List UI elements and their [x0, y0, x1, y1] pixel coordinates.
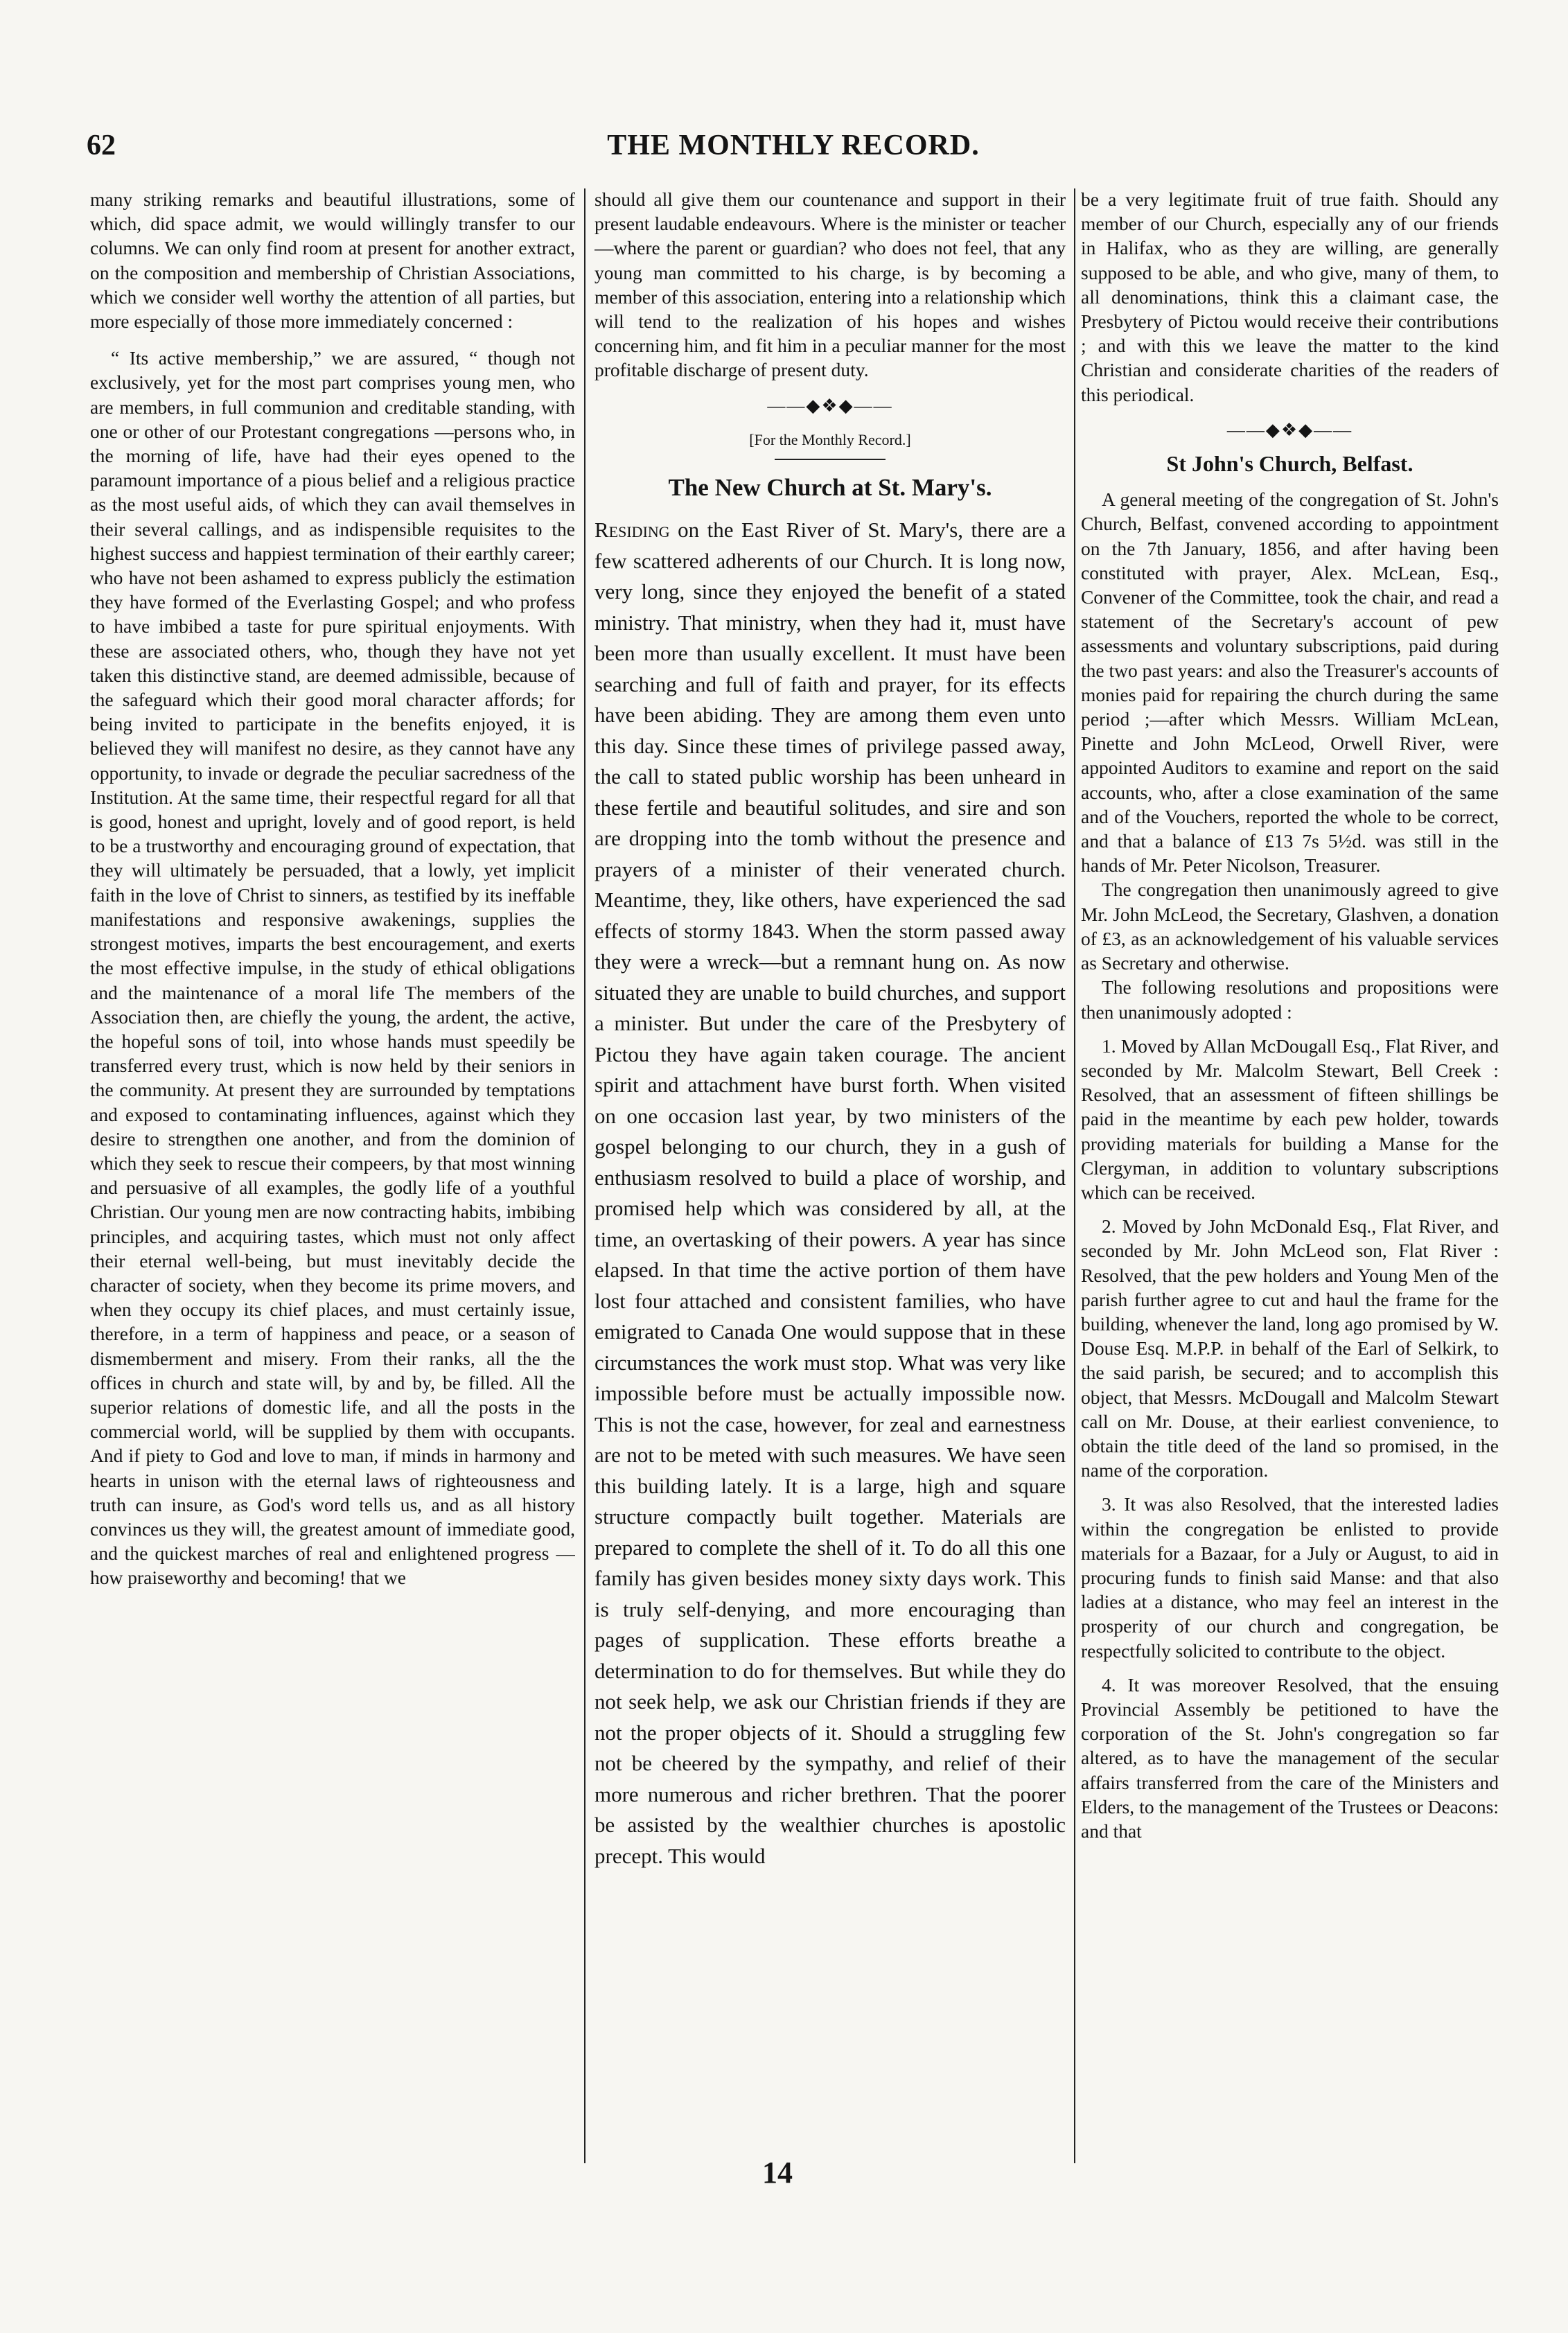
article-credit: [For the Monthly Record.]: [749, 430, 911, 448]
column1-paragraph-2: “ Its active membership,” we are assured, “ though not exclusively, yet for the most part comprises young men, who are members, in full communion and creditable standing, with one or other of our Protestant congregations —persons who, in the morning of life, have had their eyes opened to the paramount importance of a pious belief and a religious practice as the most useful aids, of which they can avail themselves in their several callings, and as indispensible requisites to the highest success and happiest termination of their earthly career; who have not been ashamed to express publicly the estimation they have formed of the Everlasting Gospel; and who profess to have imbibed a taste for pure spiritual enjoyments. With these are associated others, who, though they have not yet taken this distinctive stand, are deemed admissible, because of the safeguard which their good moral character affords; for being invited to participate in the benefits enjoyed, it is believed they will manifest no desire, as they cannot have any opportunity, to invade or degrade the peculiar sacredness of the Institution. At the same time, their respectful regard for all that is good, honest and upright, lovely and of good report, is held to be a trustworthy and encouraging ground of expectation, that they will ultimately be persuaded, that a lowly, yet implicit faith in the love of Christ to sinners, as testified by its ineffable manifestations and responsive awakenings, supplies the strongest motives, imparts the best encouragement, and exerts the most effective impulse, in the study of ethical obligations and the maintenance of a moral life The members of the Association then, are chiefly the young, the ardent, the active, the hopeful sons of toil, into whose hands must speedily be transferred every trust, which is now held by their seniors in the community. At present they are surrounded by temptations and exposed to contaminating influences, against which they desire to strengthen one another, and from the dominion of which they seek to rescue their compeers, by that most winning and persuasive of all examples, the godly life of a youthful Christian. Our young men are now contracting habits, imbibing principles, and acquiring tastes, which must not only affect their eternal well-being, but must inevitably decide the character of society, when they become its prime movers, and when they occupy its chief places, and must certainly issue, therefore, in a term of happiness and peace, or a season of dismemberment and misery. From their ranks, all the the offices in church and state will, by and by, be filled. All the superior relations of domestic life, and all the posts in the commercial world, will be supplied by them with occupants. And if piety to God and love to man, if minds in harmony and hearts in unison with the eternal laws of righteousness and truth can insure, as God's word tells us, and as all history convinces us they will, the greatest amount of immediate good, and the quickest marches of real and enlightened progress —how praiseworthy and becoming! that we: [90, 347, 575, 1589]
column3-paragraph-1: be a very legitimate fruit of true faith. Should any member of our Church, especially any of our friends in Halifax, who as they are willing, are generally supposed to be able, and who give, many of them, to all denominations, think this a claimant case, the Presbytery of Pictou would receive their contributions ; and with this we leave the matter to the kind Christian and considerate charities of the readers of this periodical.: [1081, 188, 1499, 405]
column3-paragraph-2: A general meeting of the congregation of St. John's Church, Belfast, convened according to appointment on the 7th January, 1856, and after having been constituted with prayer, Alex. McLean, Esq., Convener of the Committee, took the chair, and read a statement of the Secretary's account of pew assessments and voluntary subscriptions, paid during the two past years: and also the Treasurer's accounts of monies paid for repairing the church during the same period ;—after which Messrs. William McLean, Pinette and John McLeod, Orwell River, were appointed Auditors to examine and report on the said accounts, who, after a close examination of the same and of the Vouchers, reported the whole to be correct, and that a balance of £13 7s 5½d. was still in the hands of Mr. Peter Nicolson, Treasurer.: [1081, 488, 1499, 877]
column3-paragraph-3: The congregation then unanimously agreed to give Mr. John McLeod, the Secretary, Glashven, a donation of £3, as an acknowledgement of his valuable services as Secretary and otherwise.: [1081, 879, 1499, 974]
column3-paragraph-4: The following resolutions and propositions were then unanimously adopted :: [1081, 976, 1499, 1023]
resolution-1: 1. Moved by Allan McDougall Esq., Flat River, and seconded by Mr. Malcolm Stewart, Bell Creek : Resolved, that an assessment of fifteen shillings be paid in the meantime by each pew holder, towards providing materials for building a Manse for the Clergyman, in addition to voluntary subscriptions which can be received.: [1081, 1035, 1499, 1203]
column2-paragraph-1: should all give them our countenance and support in their present laudable endeavours. Where is the minister or teacher—where the parent or guardian? who does not feel, that any young man committed to his charge, is by becoming a member of this association, entering into a relationship which will tend to the realization of his hopes and wishes concerning him, and fit him in a peculiar manner for the most profitable discharge of present duty.: [594, 188, 1066, 381]
column1-paragraph-1: many striking remarks and beautiful illustrations, some of which, did space admit, we would willingly transfer to our columns. We can only find room at present for another extract, on the composition and membership of Christian Associations, which we consider well worthy the attention of all parties, but more especially of those more immediately concerned :: [90, 188, 575, 333]
article-title-st-marys: The New Church at St. Mary's.: [668, 474, 992, 502]
resolution-2: 2. Moved by John McDonald Esq., Flat River, and seconded by Mr. John McLeod son, Flat River : Resolved, that the pew holders and Young Men of the parish further agree to cut and haul the frame for the building, whenever the land, long ago promised by W. Douse Esq. M.P.P. in behalf of the Earl of Selkirk, to the said parish, be secured; and to accomplish this object, that Messrs. McDougall and Malcolm Stewart call on Mr. Douse, at their earliest convenience, to obtain the title deed of the land so promised, in the name of the corporation.: [1081, 1215, 1499, 1481]
column-divider-2: [1074, 188, 1075, 2163]
column2-paragraph-2-text: on the East River of St. Mary's, there are a few scattered adherents of our Church. It is long now, very long, since they enjoyed the benefit of a stated ministry. That ministry, when they had it, must have been more than usually excellent. It must have been searching and full of faith and prayer, for its effects have been abiding. They are among them even unto this day. Since these times of privilege passed away, the call to stated public worship has been unheard in these fertile and beautiful solitudes, and sire and son are dropping into the tomb without the presence and prayers of a minister of their venerated church. Meantime, they, like others, have experienced the sad effects of stormy 1843. When the storm passed away they were a wreck—but a remnant hung on. As now situated they are unable to build churches, and support a minister. But under the care of the Presbytery of Pictou they have again taken courage. The ancient spirit and attachment have burst forth. When visited on one occasion last year, by two ministers of the gospel belonging to our church, they in a gush of enthusiasm resolved to build a place of worship, and promised help which was considered by all, at the time, an overtasking of their powers. A year has since elapsed. In that time the active portion of them have lost four attached and consistent families, who have emigrated to Canada One would suppose that in these circumstances the work must stop. What was very like impossible before must be actually impossible now. This is not the case, however, for zeal and earnestness are not to be meted with such measures. We have seen this building lately. It is a large, high and square structure compactly built together. Materials are prepared to complete the shell of it. To do all this one family has given besides money sixty days work. This is truly self-denying, and more encouraging than pages of supplication. These efforts breathe a determination to do for themselves. But while they do not seek help, we ask our Christian friends if they are not the proper objects of it. Should a struggling few not be cheered by the sympathy, and relief of their more numerous and richer brethren. That the poorer be assisted by the wealthier churches is apostolic precept. This would: [594, 518, 1066, 1868]
running-header: [87, 129, 1500, 170]
drop-lead-word: Residing: [594, 518, 670, 543]
column-1: [90, 187, 575, 2162]
ornament-divider: ——◆❖◆——: [767, 395, 893, 416]
ornament-divider: ——◆❖◆——: [1226, 419, 1353, 440]
page-title: THE MONTHLY RECORD.: [607, 130, 980, 161]
column2-paragraph-2: [594, 515, 1066, 1872]
column-2: [594, 187, 1066, 2162]
signature-mark: 14: [762, 2156, 793, 2190]
short-rule: [775, 459, 886, 460]
resolution-3: 3. It was also Resolved, that the interested ladies within the congregation be enlisted to provide materials for a Bazaar, for a July or August, to aid in procuring funds to finish said Manse: and that also ladies at a distance, who may feel an interest in the prosperity of our church and congregation, be respectfully solicited to contribute to the object.: [1081, 1493, 1499, 1662]
column-3: [1081, 187, 1499, 2162]
resolution-4: 4. It was moreover Resolved, that the ensuing Provincial Assembly be petitioned to have the corporation of the St. John's congregation so far altered, as to have the management of the secular affairs transferred from the care of the Ministers and Elders, to the management of the Trustees or Deacons: and that: [1081, 1673, 1499, 1842]
column-divider-1: [584, 188, 585, 2163]
page-number: 62: [87, 130, 116, 161]
article-title-st-johns: St John's Church, Belfast.: [1166, 451, 1413, 477]
